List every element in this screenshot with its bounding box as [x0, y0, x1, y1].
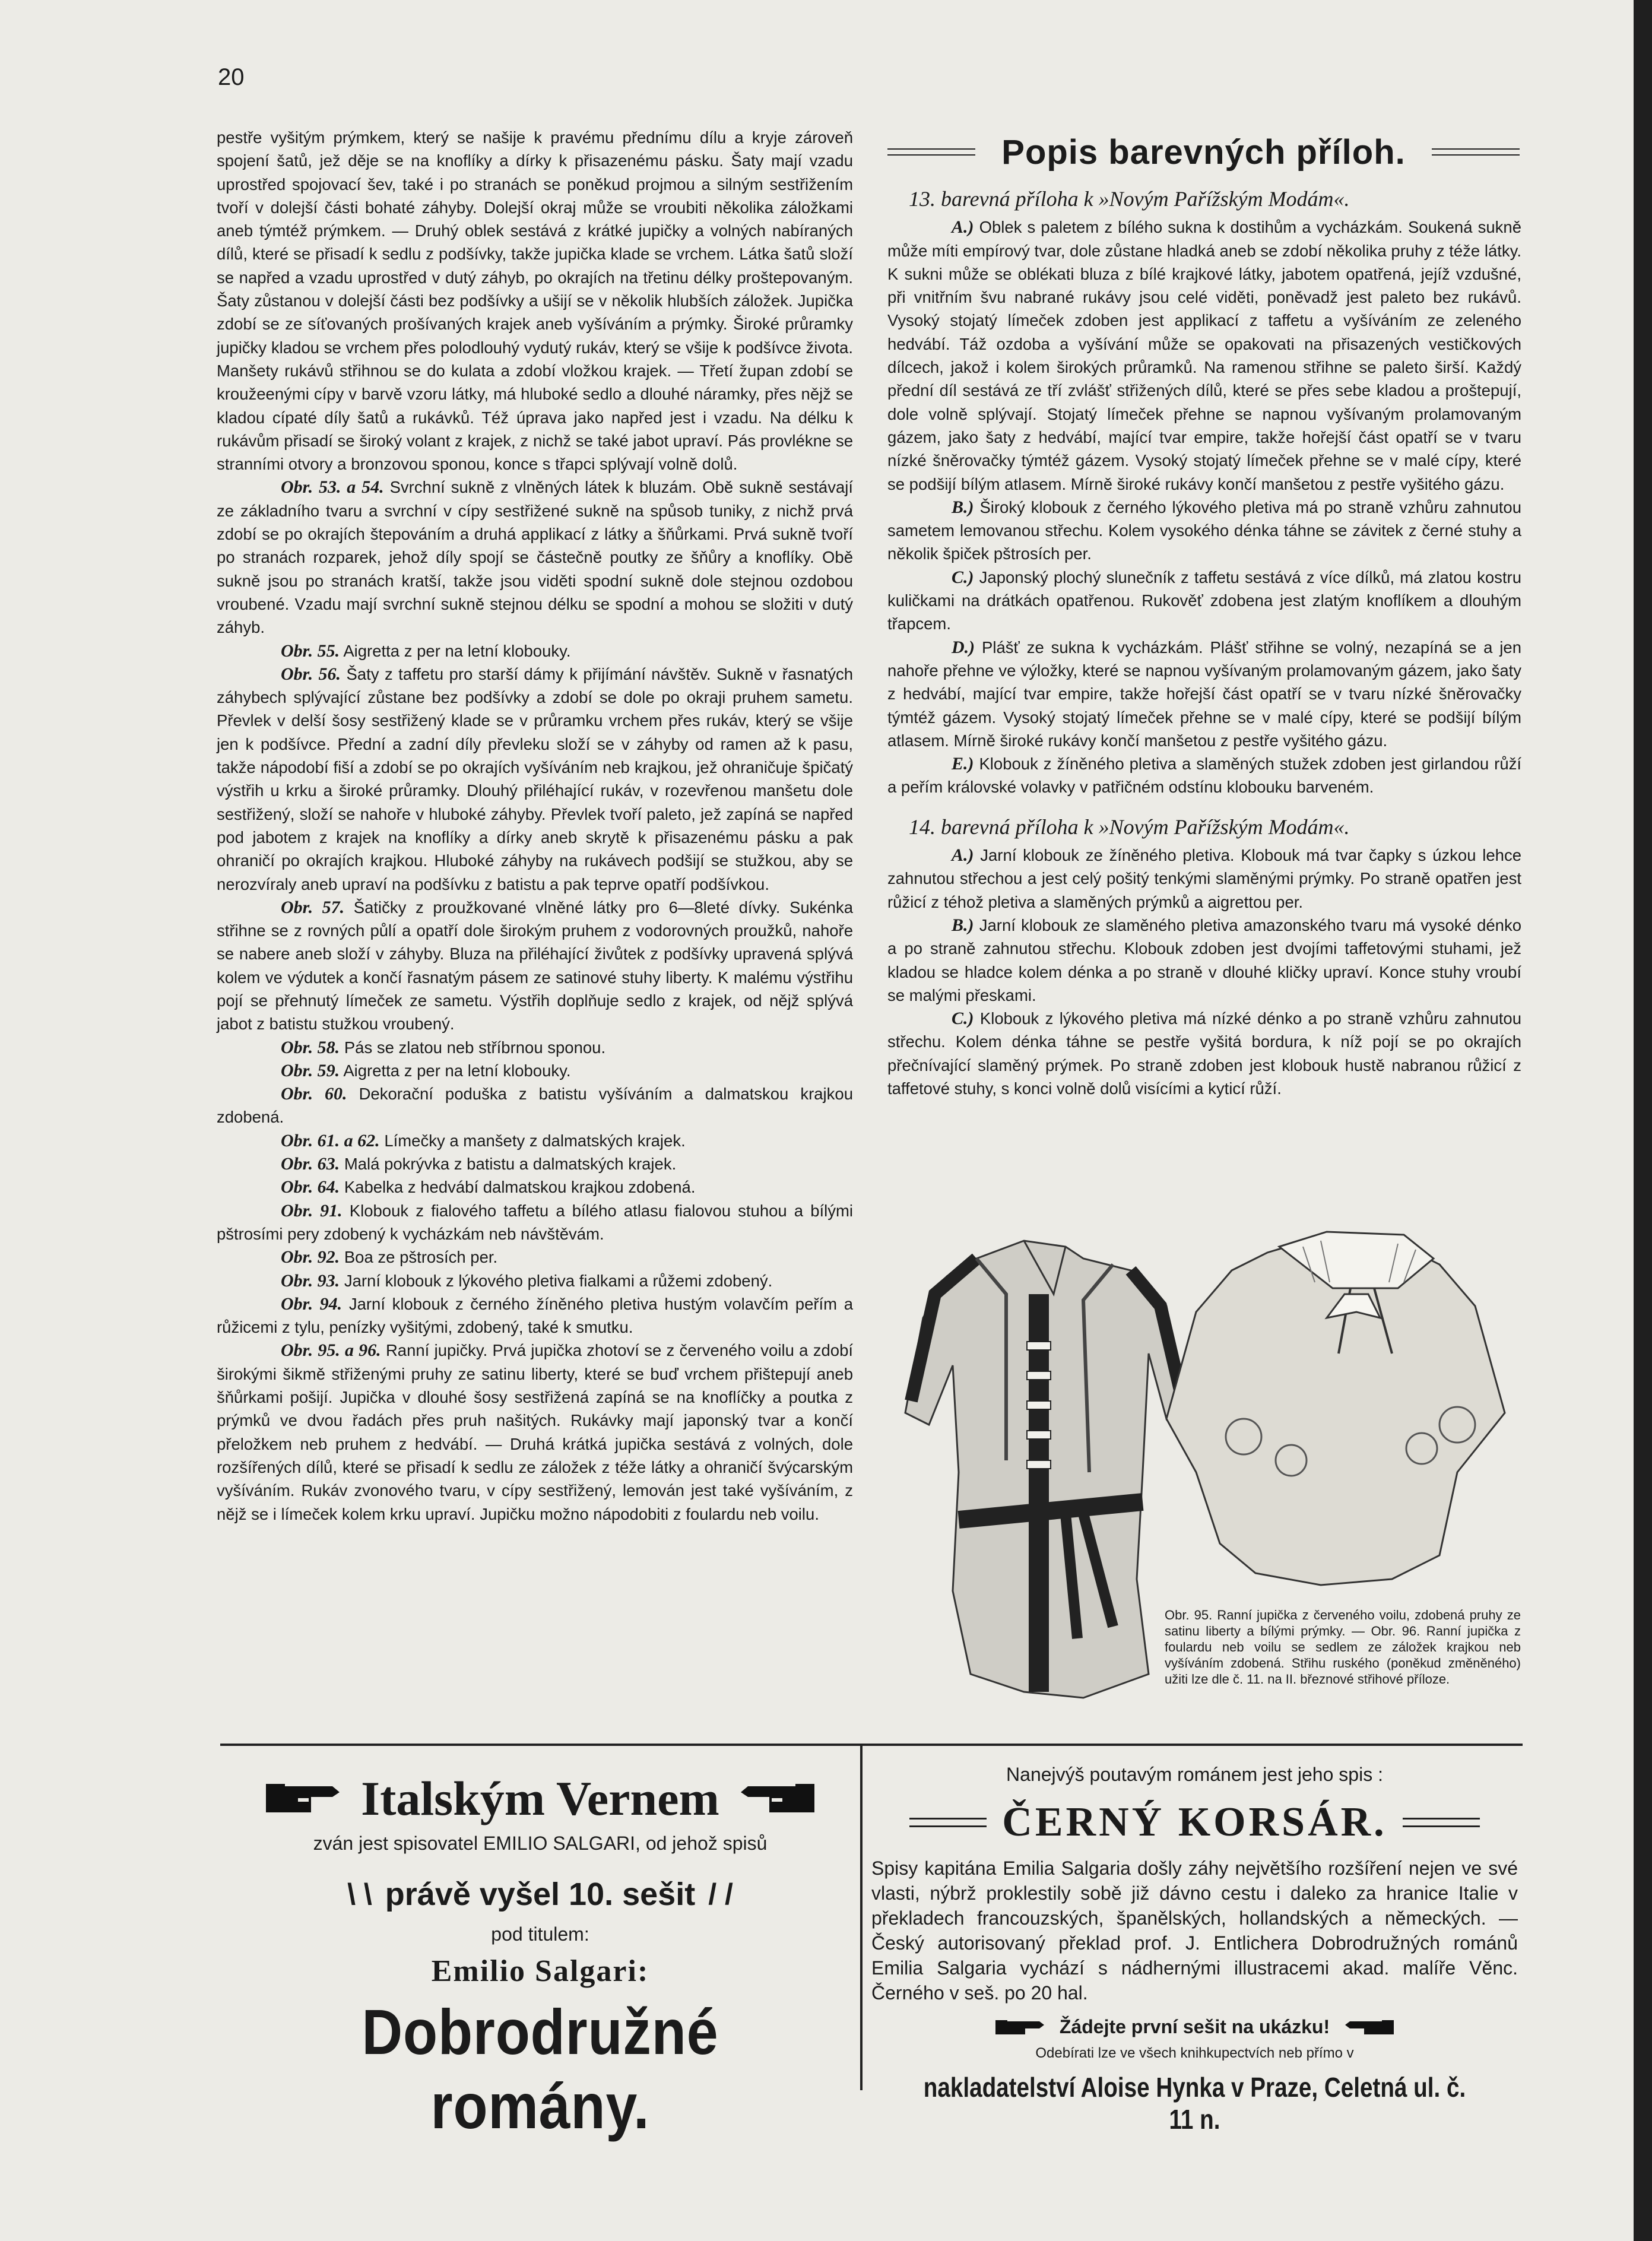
figure-label: Obr. 91. — [281, 1200, 343, 1221]
quill-stroke-icon: \ \ — [347, 1878, 372, 1911]
ad-issue-row — [220, 1876, 860, 1913]
ad-book-title: Dobrodružné romány. — [362, 1996, 719, 2142]
paragraph-obr-57: Obr. 57. Šatičky z proužkované vlněné látky pro 6—8leté dívky. Sukénka střihne se z rovných půlí a opatří dole širokým pruhem z vodorovných proužků, nahoře se nabere aneb složí v záhyby. Bluza na přiléhající živůtek z podšívky upravená splývá kolem ve výdutek a končí řasnatým pásem ze satinové stuhy liberty. K malému výstřihu pojí se přehnutý límeček ze sametu. Výstřih doplňuje sedlo z krajek, od nějž splývá jabot z batistu stužkou vroubený. — [217, 897, 853, 1034]
ad-request-row — [867, 2016, 1523, 2038]
ad-title-row — [867, 1799, 1523, 1846]
figure-label: Obr. 61. a 62. — [281, 1130, 380, 1150]
figure-label: Obr. 95. a 96. — [281, 1340, 381, 1361]
pointing-hand-icon — [736, 1778, 819, 1820]
item-14-b: B.) Jarní klobouk ze slaměného pletiva amazonského tvaru má vysoké dénko a po straně zahnutou střechu. Klobouk zdoben jest dvojími taffetovými stuhami, jež kladou se hladce kolem dénka a po straně v dlouhé kličky upraví. Konce stuhy vroubí se malými přeskami. — [887, 915, 1522, 1004]
ad-column-divider — [860, 1746, 863, 2090]
footer-divider — [220, 1744, 1523, 1746]
figure-label: Obr. 94. — [281, 1294, 343, 1314]
title-rule-left — [909, 1818, 987, 1827]
left-text-column — [217, 126, 853, 1526]
pointing-hand-icon — [261, 1778, 344, 1820]
advertisement-cerny-korsar — [867, 1748, 1523, 2135]
right-text-column — [887, 188, 1521, 1100]
pointing-hand-icon — [993, 2017, 1047, 2038]
paragraph-obr-59: Obr. 59. Aigretta z per na letní klobouky. — [281, 1060, 571, 1080]
paragraph-obr-94: Obr. 94. Jarní klobouk z černého žíněného pletiva hustým volavčím peřím a růžicemi z tylu, penízky vyšitými, zdobený, také k smutku. — [217, 1294, 853, 1337]
paragraph-obr-58: Obr. 58. Pás se zlatou neb stříbrnou sponou. — [281, 1037, 606, 1057]
figure-label: Obr. 59. — [281, 1060, 340, 1080]
ad-publisher: nakladatelství Aloise Hynka v Praze, Celetná ul. č. 11 n. — [923, 2072, 1466, 2135]
ad-headline: Italským Vernem — [361, 1771, 719, 1825]
advertisement-salgari — [220, 1748, 860, 2142]
section-heading — [887, 128, 1520, 176]
figure-label: Obr. 55. — [281, 641, 340, 661]
figure-label: Obr. 53. a 54. — [281, 477, 384, 497]
red-voile-jacket-figure — [905, 1241, 1184, 1698]
item-13-a: A.) Oblek s paletem z bílého sukna k dostihům a vycházkám. Soukená sukně může míti empírový tvar, dole zůstane hladká aneb se zdobí několika pruhy z téže látky. K sukni může se oblékati bluza z bílé krajkové látky, jabotem opatřená, jejíž vzdušné, při vnitřním švu nabrané rukávy jsou celé viděti, poněvadž jest paleto bez rukávů. Vysoký stojatý límeček zdoben jest applikací z taffetu a vyšíváním ze zeleného hedvábí. Táž ozdoba a vyšívání může se opakovati na přisazených vestičkových dílcech, jakož i kolem širokých průramků. Na ramenou střihne se paleto širší. Každý přední díl sestává ze tří zvlášť střižených dílů, které se přes sebe kladou a proštepují, dole volně splývají. Stojatý límeček přehne se napnou vyšívaným prolamovaným gázem, jako šaty z hedvábí, mající tvar empire, takže hořejší část opatří se v tvaru nízké šněrovačky týmtéž gázem. Vysoký stojatý límeček přehne se v malé cípy, které se podšijí bílým atlasem. Mírně široké rukávy končí manšetou z pestře vyšitého gázu. — [887, 217, 1521, 493]
paragraph-obr-93: Obr. 93. Jarní klobouk z lýkového pletiva fialkami a růžemi zdobený. — [281, 1270, 773, 1291]
figure-label: Obr. 64. — [281, 1177, 340, 1197]
ad-intro: Nanejvýš poutavým románem jest jeho spis : — [1006, 1764, 1383, 1785]
quill-stroke-icon: / / — [708, 1878, 733, 1911]
supplement-13-title: 13. barevná příloha k »Novým Pařížským Modám«. — [909, 187, 1350, 211]
ad-bookstores: Odebírati lze ve všech knihkupectvích neb přímo v — [1035, 2045, 1354, 2061]
figure-caption: Obr. 95. Ranní jupička z červeného voilu, zdobená pruhy ze satinu liberty a bílými prýmky. — Obr. 96. Ranní jupička z foulardu neb voilu se sedlem ze záložek krajkou neb vyšíváním zdobená. Střihu ruského (poněkud změněného) užiti lze dle č. 11. na II. březnové střihové příloze. — [1165, 1608, 1521, 1687]
paragraph-obr-92: Obr. 92. Boa ze pštrosích per. — [281, 1247, 498, 1267]
figure-label: Obr. 57. — [281, 897, 345, 917]
item-14-a: A.) Jarní klobouk ze žíněného pletiva. Klobouk má tvar čapky s úzkou lehce zahnutou střechou a jest celý pošitý tenkými slaměnými prýmky. Po straně opatřen jest růžicí z téhož pletiva a slaměných prýmků a aigrettou per. — [887, 845, 1522, 911]
figure-label: Obr. 63. — [281, 1154, 340, 1174]
paragraph-obr-53-54: Obr. 53. a 54. Svrchní sukně z vlněných látek k bluzám. Obě sukně sestávají ze základního tvaru a svrchní v cípy sestřižené sukně na spůsob tuniky, z nichž prvá zdobí se po okrajích štepováním a druhá applikací z látky a šňůrkami. Prvá sukně tvoří po stranách rozparek, jehož díly spojí se částečně poutky ze šňůry a knoflíky. Obě sukně jsou po stranách kratší, takže jsou viděti spodní sukně dole stejnou ozdobou vroubené. Vzadu mají svrchní sukně stejnou délku se spodní a mohou se složiti v dutý záhyb. — [217, 477, 853, 637]
paragraph-obr-56: Obr. 56. Šaty z taffetu pro starší dámy k přijímání návštěv. Sukně v řasnatých záhybech splývající zůstane bez podšívky a zdobí se dole po okraji pruhem sametu. Převlek v delší šosy sestřižený klade se v průramku vrchem přes rukáv, který se všije jen k podšívce. Přední a zadní díly převleku složí se v záhyby od ramen až k pasu, takže nápodobí fiší a zdobí se po okrajích vyšíváním neb krajkou, jež ohraničuje špičatý výstřih u krku a široké průramky. Dlouhý přiléhající rukáv, v rozevřenou manšetu dole sestřižený, složí se nahoře v hluboké záhyby. Převlek tvoří paleto, jež zapíná se napřed pod jabotem z krajek na knoflíky a dírky aneb skrytě k přisazenému pásku a pak ohraničí po okrajích krajkou. Hluboké záhyby na rukávech podšijí se stužkou, aby se nerozvíraly aneb upraví na podšívku z batistu a pak teprve opatří podšívkou. — [217, 664, 854, 893]
item-14-c: C.) Klobouk z lýkového pletiva má nízké dénko a po straně vzhůru zahnutou střechu. Kolem dénka táhne se pestře vyšitá bordura, k níž pojí se po okrajích přečnívající slaměný prýmek. Po straně zdoben jest klobouk hustě nabranou růžicí z taffetové stuhy, s konci volně dolů visícími a kyticí růží. — [887, 1009, 1521, 1098]
paragraph-obr-61-62: Obr. 61. a 62. Límečky a manšety z dalmatských krajek. — [281, 1130, 686, 1150]
title-rule-right — [1403, 1818, 1480, 1827]
ad-request: Žádejte první sešit na ukázku! — [1059, 2016, 1330, 2037]
paragraph-obr-55: Obr. 55. Aigretta z per na letní klobouky. — [281, 641, 571, 661]
figure-label: Obr. 93. — [281, 1270, 340, 1291]
figure-label: Obr. 58. — [281, 1037, 340, 1057]
ad-under-title: pod titulem: — [491, 1923, 589, 1945]
item-13-c: C.) Japonský plochý slunečník z taffetu sestává z více dílků, má zlatou kostru kuličkami na drátkách opatřenou. Rukověť zdobena jest zlatým knoflíkem a dlouhým třapcem. — [887, 567, 1522, 633]
paragraph-obr-64: Obr. 64. Kabelka z hedvábí dalmatskou krajkou zdobená. — [281, 1177, 696, 1197]
item-13-b: B.) Široký klobouk z černého lýkového pletiva má po straně vzhůru zahnutou sametem lemovanou střechu. Kolem vysokého dénka táhne se závitek z černé stuhy a několik špiček pštrosích per. — [887, 497, 1522, 563]
paragraph-obr-95-96: Obr. 95. a 96. Ranní jupičky. Prvá jupička zhotoví se z červeného voilu a zdobí širokými šikmě střiženými pruhy ze satinu liberty, které se buď vrchem přištepují aneb šňůrkami pošijí. Jupička v dlouhé šosy sestřižená zapíná se na knoflíčky a poutka z prýmků ve dvou řadách přes pruh našitých. Rukávky mají japonský tvar a končí přeložkem neb pruhem z hedvábí. — Druhá krátká jupička sestává z volných, dole rozšířených dílů, které se přisadí k sedlu ze záložek z téže látky a ohraničí švýcarským vyšíváním. Rukáv zvonového tvaru, v cípy sestřižený, lemován jest také vyšíváním, z nějž se i límeček kolem krku upraví. Jupičku možno nápodobiti z foulardu neb voilu. — [217, 1340, 854, 1523]
heading-rule-right — [1432, 148, 1520, 156]
item-13-d: D.) Plášť ze sukna k vycházkám. Plášť střihne se volný, nezapíná se a jen nahoře přehne ve výložky, které se napnou vyšívaným prolamovaným gázem, jako šaty z hedvábí, mající tvar empire, takže hořejší část opatří se v tvaru nízké šněrovačky týmtéž gázem. Vysoký stojatý límeček přehne se v malé cípy, které se podšijí bílým atlasem. Mírně široké rukávy končí manšetou z pestře vyšitého gázu. — [887, 637, 1522, 750]
heading-rule-left — [887, 148, 975, 156]
ad-body: Spisy kapitána Emilia Salgaria došly záhy největšího rozšíření nejen ve své vlasti, nýbrž proklestily sobě již dávno cestu i daleko za hranice Italie v překladech francouzských, španělských, hollandských a německých. — Český autorisovaný překlad prof. J. Entlichera Dobrodružných románů Emilia Salgaria vychází s nádhernými illustracemi akad. malíře Věnc. Černého v seš. po 20 hal. — [871, 1858, 1518, 2004]
heading-title: Popis barevných příloh. — [1001, 132, 1406, 172]
figure-label: Obr. 92. — [281, 1247, 340, 1267]
ad-author-line: zván jest spisovatel EMILIO SALGARI, od jehož spisů — [313, 1833, 768, 1854]
paragraph-intro: pestře vyšitým prýmkem, který se našije k pravému přednímu dílu a kryje zároveň spojení šatů, jež děje se na knoflíky a dírky k přisazenému pásku. Šaty mají vzadu uprostřed spojovací šev, také i po stranách se poněkud projmou a silným sestřižením tvoří v dolejší části bohaté záhyby. Dolejší okraj může se vroubiti několika záložkami aneb týmtéž prýmkem. — Druhý oblek sestává z krátké jupičky a volných nabíraných dílů, které se přisadí k sedlu z podšívky, takže jupička klade se vrchem. Látka šatů složí se napřed a vzadu uprostřed v dutý záhyb, po okrajích na třetinu délky proštepovaným. Šaty zůstanou v dolejší části bez podšívky a ušijí se v několik hlubších záložek. Jupička zdobí se ze síťovaných prošívaných krajek aneb vyšíváním a prýmky. Široké průramky jupičky kladou se vrchem přes polodlouhý vydutý rukáv, který se všije k podšívce života. Manšety rukávů střihnou se do kulata a zdobí vložkou krajek. — Třetí župan zdobí se kroužeenými cípy v barvě vzoru látky, má hluboké sedlo a dlouhé náramky, přes nějž se kladou cípaté díly šatů a rukávků. Též úprava jako napřed jest i vzadu. Na délku k rukávům přisadí se široký volant z krajek, z nichž se také jabot upraví. Pás provlékne se stranními otvory a bronzovou sponou, konce s třapci splývají volně dolů. — [217, 128, 853, 474]
ad-issue-text: právě vyšel 10. sešit — [385, 1877, 696, 1912]
ad-novel-title: ČERNÝ KORSÁR. — [1002, 1799, 1387, 1845]
paragraph-obr-91: Obr. 91. Klobouk z fialového taffetu a bílého atlasu fialovou stuhou a bílými pštrosími pery zdobený k vycházkám neb návštěvám. — [217, 1200, 854, 1243]
figure-label: Obr. 60. — [281, 1084, 347, 1104]
foulard-jacket-figure — [1166, 1232, 1505, 1585]
ad-headline-row — [220, 1771, 860, 1827]
page-number: 20 — [218, 64, 245, 90]
item-13-e: E.) Klobouk z žíněného pletiva a slaměných stužek zdoben jest girlandou růží a peřím královské volavky v patřičném odstínu klobouku barveném. — [887, 754, 1522, 797]
paragraph-obr-60: Obr. 60. Dekorační poduška z batistu vyšíváním a dalmatskou krajkou zdobená. — [217, 1084, 854, 1127]
ad-author-name: Emilio Salgari: — [431, 1954, 649, 1988]
supplement-14-title: 14. barevná příloha k »Novým Pařížským Modám«. — [909, 814, 1350, 839]
figure-label: Obr. 56. — [281, 664, 341, 684]
paragraph-obr-63: Obr. 63. Malá pokrývka z batistu a dalmatských krajek. — [281, 1154, 677, 1174]
pointing-hand-icon — [1343, 2017, 1396, 2038]
